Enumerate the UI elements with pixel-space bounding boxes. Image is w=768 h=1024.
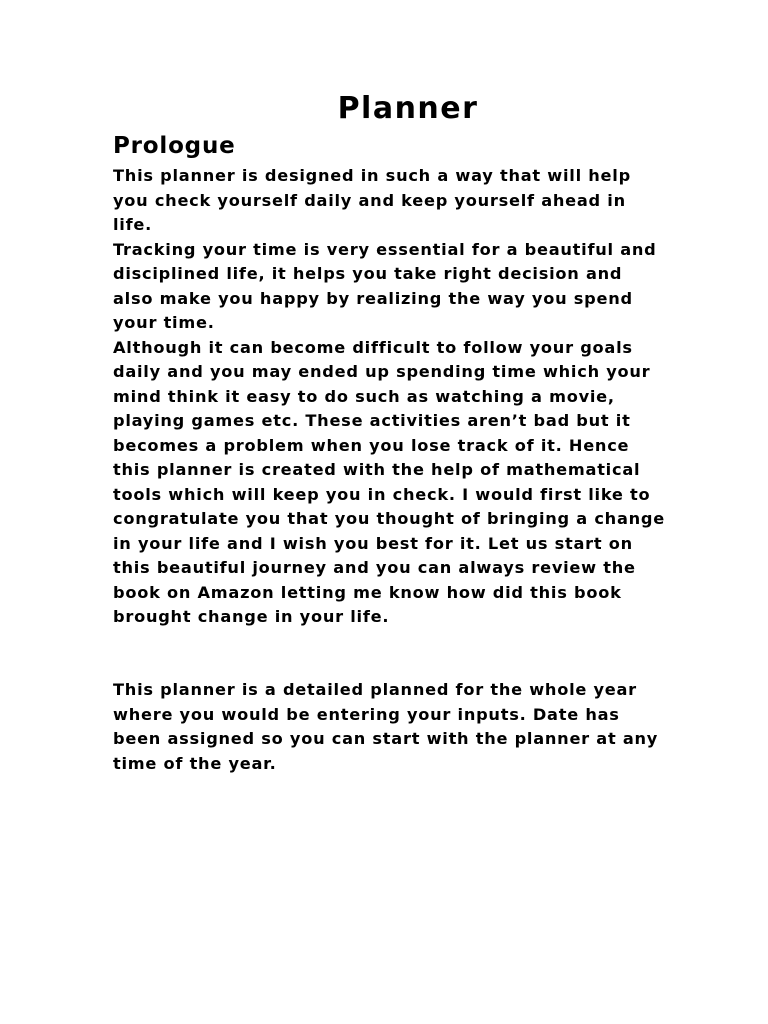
page-title: Planner [337,91,479,126]
text-line: been assigned so you can start with the planner at any [113,729,659,748]
text-line: brought change in your life. [113,607,390,626]
text-line: this planner is created with the help of mathematical [113,460,641,479]
text-line: playing games etc. These activities aren’t bad but it [113,411,631,430]
text-line: Tracking your time is very essential for a beautiful and [113,239,657,259]
planner-description-text [113,678,713,776]
text-line: congratulate you that you thought of bringing a change [113,509,665,528]
prologue-text [113,164,713,630]
section-heading-prologue: Prologue [113,133,236,159]
text-line: This planner is a detailed planned for the whole year [113,680,637,699]
text-line: mind think it easy to do such as watching a movie, [113,386,615,406]
text-line: daily and you may ended up spending time which your [113,362,651,381]
text-line: tools which will keep you in check. I would first like to [113,484,651,504]
text-line: life. [113,215,153,234]
text-line: in your life and I wish you best for it. Let us start on [113,533,633,553]
text-line: time of the year. [113,753,277,773]
text-line: This planner is designed in such a way that will help [113,166,631,185]
text-line: your time. [113,313,215,332]
text-line: disciplined life, it helps you take right decision and [113,264,623,283]
text-line: Although it can become difficult to follow your goals [113,337,633,357]
text-line: where you would be entering your inputs. Date has [113,704,620,724]
text-line: you check yourself daily and keep yourself ahead in [113,190,626,210]
text-line: this beautiful journey and you can always review the [113,558,636,577]
text-line: becomes a problem when you lose track of it. Hence [113,435,630,455]
text-line: also make you happy by realizing the way you spend [113,288,633,308]
text-line: book on Amazon letting me know how did this book [113,582,622,602]
